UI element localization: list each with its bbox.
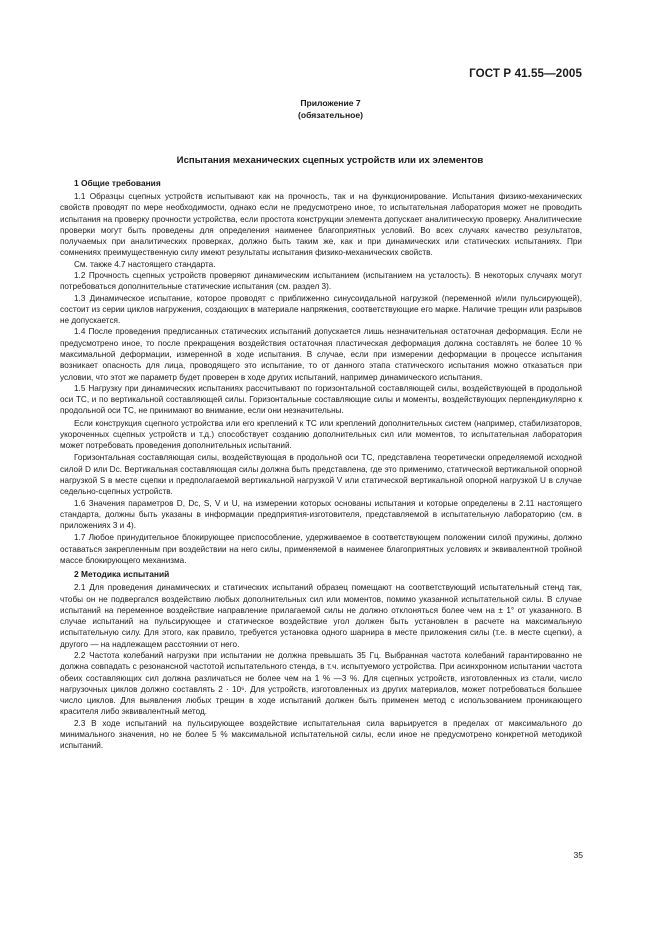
paragraph: Если конструкция сцепного устройства или его креплений к ТС или креплений дополнительных систем (например, стабилизаторов, укороченных сцепных устройств и т.д.) способствует созданию дополнительных сил или моментов, то испытательная лаборатория может потребовать проведения дополнительных испытаний. [60,418,582,451]
paragraph: 1.5 Нагрузку при динамических испытаниях рассчитывают по горизонтальной составляющей силы, воздействующей в продольной оси ТС, и по вертикальной составляющей силы. Горизонтальные составляющие силы и моменты, воздействующих перпендикулярно к продольной оси ТС, не принимают во внимание, если они незначительны. [60,383,582,416]
page-number: 35 [573,850,583,860]
section-heading: 1 Общие требования [74,178,161,188]
paragraph: 2.1 Для проведения динамических и статических испытаний образец помещают на соответствующий испытательный стенд так, чтобы он не подвергался воздействию любых дополнительных сил или моментов, помимо указанной испытательной силы. В случае испытаний на переменное воздействие направление прилагаемой силы не должно отклоняться более чем на ± 1° от указанного. В случае испытаний на пульсирующее и статическое воздействие угол должен быть установлен в расчете на максимальную испытательную силу. Для этого, как правило, требуется установка одного шарнира в месте приложения силы (т.е. в месте сцепки), а другого — на надлежащем расстоянии от него. [60,583,582,649]
appendix-status: (обязательное) [297,110,364,120]
paragraph: Горизонтальная составляющая силы, воздействующая в продольной оси ТС, представлена теоретически определяемой исходной силой D или Dc. Вертикальная составляющая силы должна быть представлена, где это применимо, статической вертикальной опорной нагрузкой S в месте сцепки и предполагаемой вертикальной нагрузкой V или статической вертикальной опорной нагрузкой U в случае седельно-сцепных устройств. [60,453,582,497]
paragraph: 1.2 Прочность сцепных устройств проверяют динамическим испытанием (испытанием на усталость). В некоторых случаях могут потребоваться дополнительные статические испытания (см. раздел 3). [60,270,582,292]
document-code: ГОСТ Р 41.55—2005 [469,67,582,80]
section-heading: 2 Методика испытаний [74,569,170,580]
paragraph: 1.4 После проведения предписанных статических испытаний допускается лишь незначительная остаточная деформация. Если не предусмотрено иное, то после прекращения воздействия остаточная пластическая деформация должна составлять не более 10 % максимальной деформации, измеренной в ходе испытания. В случае, если при измерении деформации в процессе испытания возникает опасность для лица, проводящего это испытание, то от данного этапа статического испытания можно отказаться при условии, что этот же параметр будет проверен в ходе других испытаний, например динамического испытания. [60,327,582,382]
document-body [60,177,582,752]
section-title: Испытания механических сцепных устройств или их элементов [176,155,484,166]
paragraph: 1.6 Значения параметров D, Dc, S, V и U, на измерении которых основаны испытания и которые определены в 2.11 настоящего стандарта, должны быть указаны в информации предприятия-изготовителя, представляемой в испытательную лабораторию (см. в приложениях 3 и 4). [60,498,582,531]
paragraph: 2.3 В ходе испытаний на пульсирующее воздействие испытательная сила варьируется в пределах от максимального до минимального значения, но не более 5 % максимальной испытательной силы, если иное не предусмотрено конкретной методикой испытаний. [60,718,582,751]
paragraph: 1.3 Динамическое испытание, которое проводят с приближенно синусоидальной нагрузкой (переменной и/или пульсирующей), состоит из серии циклов нагружения, создающих в материале напряжения, соответствующие его марке. Наличие трещин или разрывов не допускается. [60,293,582,326]
paragraph: См. также 4.7 настоящего стандарта. [74,259,216,269]
appendix-label: Приложение 7 [300,98,361,108]
paragraph: 1.1 Образцы сцепных устройств испытывают как на прочность, так и на функционирование. Испытания физико-механических свойств проводят по мере необходимости, однако если не предусмотрено иное, то испытательная лаборатория может не проводить испытания на проверку прочности устройства, если простота конструкции элемента допускает аналитическую проверку. Аналитические проверки могут быть проведены для определения наименее благоприятных условий. Во всех случаях качество результатов, получаемых при аналитических проверках, должно быть таким же, как и при динамических или статических испытаниях. При сомнениях преимущественную силу имеют результаты испытания физико-механических свойств. [60,192,582,258]
paragraph: 1.7 Любое принудительное блокирующее приспособление, удерживаемое в соответствующем положении силой пружины, должно оставаться закрепленным при воздействии на него силы, применяемой в наименее благоприятных условиях и эквивалентной тройной массе блокирующего механизма. [60,533,582,565]
paragraph: 2.2 Частота колебаний нагрузки при испытании не должна превышать 35 Гц. Выбранная частота колебаний гарантированно не должна совпадать с резонансной частотой испытательного стенда, в т.ч. испытуемого устройства. При асинхронном испытании частота обеих составляющих сил должна различаться не более чем на 1 % —3 %. Для сцепных устройств, изготовленных из стали, число нагрузочных циклов должно составлять 2 · 10⁶. Для устройств, изготовленных из других материалов, может потребоваться большее число циклов. Для выявления любых трещин в ходе испытаний должен быть применен метод с использованием проникающего красителя либо эквивалентный метод. [60,650,582,717]
appendix-header [0,97,661,121]
